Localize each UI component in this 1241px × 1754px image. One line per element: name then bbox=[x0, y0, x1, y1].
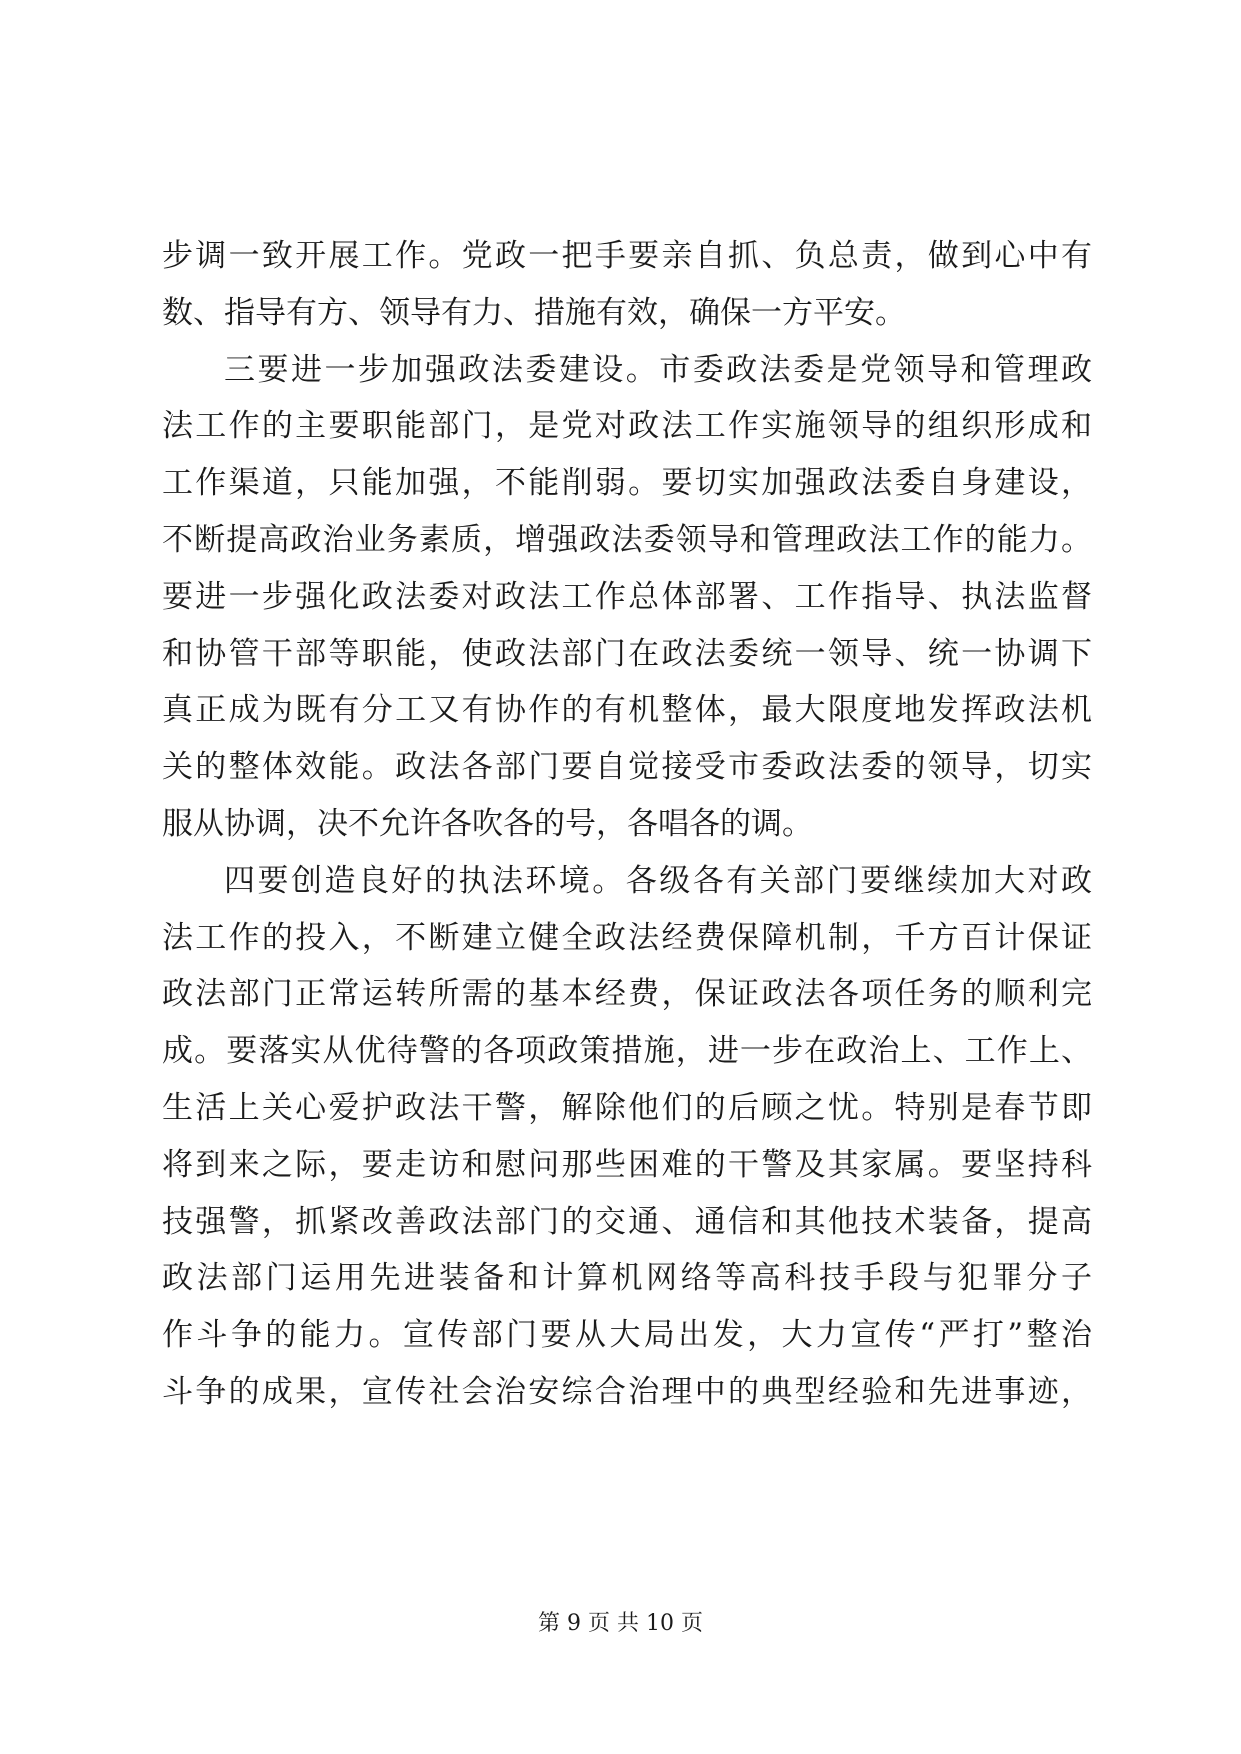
text-line: 技强警，抓紧改善政法部门的交通、通信和其他技术装备，提高 bbox=[162, 1203, 1092, 1240]
text-line: 要进一步强化政法委对政法工作总体部署、工作指导、执法监督 bbox=[162, 578, 1092, 615]
text-line: 工作渠道，只能加强，不能削弱。要切实加强政法委自身建设， bbox=[162, 465, 1092, 502]
text-line: 法工作的投入，不断建立健全政法经费保障机制，千方百计保证 bbox=[162, 919, 1092, 956]
text-line: 数、指导有方、领导有力、措施有效，确保一方平安。 bbox=[162, 294, 906, 331]
text-line: 步调一致开展工作。党政一把手要亲自抓、负总责，做到心中有 bbox=[162, 238, 1092, 274]
text-line: 三要进一步加强政法委建设。市委政法委是党领导和管理政 bbox=[224, 351, 1092, 388]
text-line: 服从协调，决不允许各吹各的号，各唱各的调。 bbox=[162, 805, 813, 842]
text-line: 将到来之际，要走访和慰问那些困难的干警及其家属。要坚持科 bbox=[162, 1146, 1092, 1183]
text-line: 不断提高政治业务素质，增强政法委领导和管理政法工作的能力。 bbox=[162, 521, 1092, 558]
text-line: 斗争的成果，宣传社会治安综合治理中的典型经验和先进事迹， bbox=[162, 1373, 1092, 1410]
page-number-footer: 第 9 页 共 10 页 bbox=[538, 1611, 703, 1636]
text-line: 生活上关心爱护政法干警，解除他们的后顾之忧。特别是春节即 bbox=[162, 1089, 1092, 1126]
paragraph bbox=[162, 853, 1092, 1421]
text-line: 真正成为既有分工又有协作的有机整体，最大限度地发挥政法机 bbox=[162, 692, 1092, 729]
text-line: 政法部门正常运转所需的基本经费，保证政法各项任务的顺利完 bbox=[162, 976, 1092, 1013]
text-line: 四要创造良好的执法环境。各级各有关部门要继续加大对政 bbox=[224, 862, 1092, 899]
paragraph bbox=[162, 228, 1092, 342]
text-line: 法工作的主要职能部门，是党对政法工作实施领导的组织形成和 bbox=[162, 408, 1092, 445]
text-line: 成。要落实从优待警的各项政策措施，进一步在政治上、工作上、 bbox=[162, 1033, 1092, 1070]
text-line: 作斗争的能力。宣传部门要从大局出发，大力宣传“严打”整治 bbox=[162, 1317, 1092, 1354]
text-line: 政法部门运用先进装备和计算机网络等高科技手段与犯罪分子 bbox=[162, 1260, 1092, 1297]
document-body bbox=[162, 228, 1092, 1421]
text-line: 关的整体效能。政法各部门要自觉接受市委政法委的领导，切实 bbox=[162, 749, 1092, 786]
paragraph bbox=[162, 342, 1092, 853]
text-line: 和协管干部等职能，使政法部门在政法委统一领导、统一协调下 bbox=[162, 635, 1092, 672]
